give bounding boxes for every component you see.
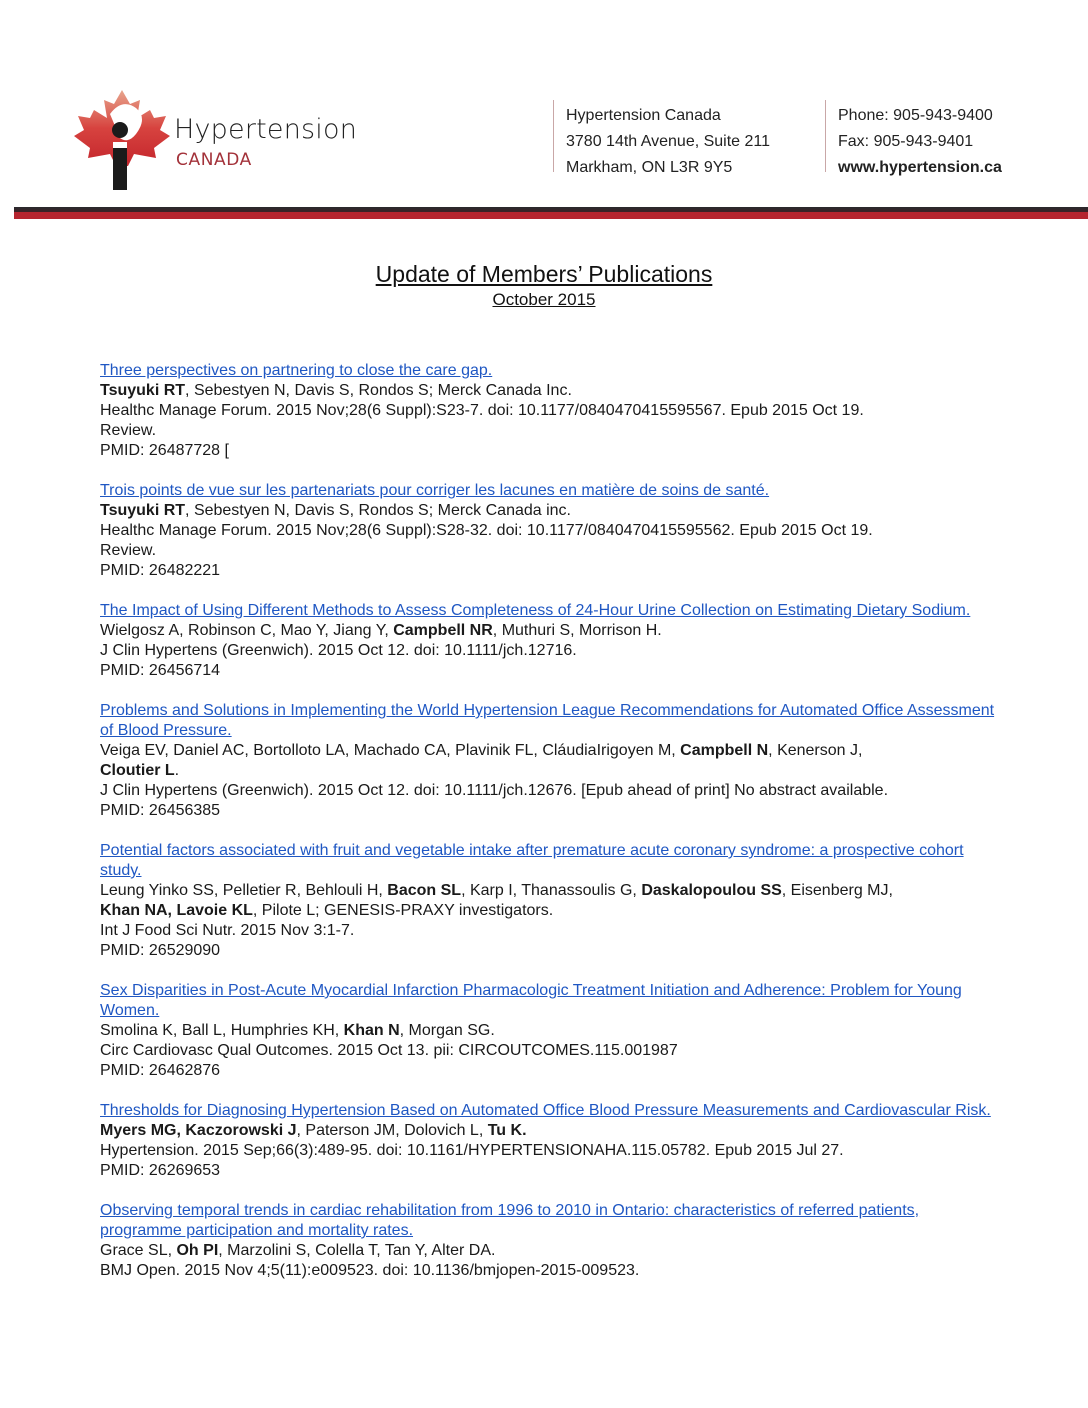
publication-item [100, 981, 1000, 1081]
publication-citation: Int J Food Sci Nutr. 2015 Nov 3:1-7. [100, 922, 355, 939]
author-highlighted: Tu K. [487, 1122, 527, 1139]
address-block [566, 103, 770, 181]
author-list: , Karp I, Thanassoulis G, [461, 882, 642, 899]
contact-phone: Phone: 905-943-9400 [838, 107, 993, 124]
author-list: , Eisenberg MJ, [781, 882, 893, 899]
author-list: . [174, 762, 180, 779]
logo-subword: CANADA [176, 150, 252, 170]
publication-citation: J Clin Hypertens (Greenwich). 2015 Oct 12. doi: 10.1111/jch.12676. [Epub ahead of print] No abstract available. [100, 782, 889, 799]
address-org: Hypertension Canada [566, 107, 721, 124]
page-title: Update of Members’ Publications [375, 261, 713, 287]
author-list: , Kenerson J, [768, 742, 863, 759]
publication-authors [100, 1241, 1000, 1261]
publication-title-link[interactable]: Problems and Solutions in Implementing the World Hypertension League Recommendations for Automated Office Assessment of Blood Pressure. [100, 702, 995, 739]
header-band-red [14, 212, 1088, 219]
publication-authors [100, 501, 1000, 521]
publication-item [100, 841, 1000, 961]
author-list: Leung Yinko SS, Pelletier R, Behlouli H, [100, 882, 388, 899]
publication-pmid: PMID: 26462876 [100, 1062, 221, 1079]
publication-authors [100, 621, 1000, 641]
publication-pmid: PMID: 26269653 [100, 1162, 221, 1179]
publication-citation: Circ Cardiovasc Qual Outcomes. 2015 Oct 13. pii: CIRCOUTCOMES.115.001987 [100, 1042, 678, 1059]
publication-pmid: PMID: 26482221 [100, 562, 221, 579]
document-title-block [0, 260, 1088, 312]
author-highlighted: Cloutier L [100, 762, 175, 779]
publication-title-link[interactable]: Thresholds for Diagnosing Hypertension Based on Automated Office Blood Pressure Measurements and Cardiovascular Risk. [100, 1102, 991, 1119]
author-highlighted: Khan N [343, 1022, 400, 1039]
header-band [14, 207, 1088, 219]
publication-authors [100, 1121, 1000, 1141]
contact-fax: Fax: 905-943-9401 [838, 133, 974, 150]
publication-item [100, 481, 1000, 581]
header-divider [825, 100, 826, 172]
publication-citation: Healthc Manage Forum. 2015 Nov;28(6 Suppl):S28-32. doi: 10.1177/0840470415595562. Epub 2015 Oct 19. [100, 522, 873, 539]
author-list: , Marzolini S, Colella T, Tan Y, Alter DA. [218, 1242, 496, 1259]
author-list: , Morgan SG. [399, 1022, 495, 1039]
maple-leaf-icon [70, 88, 174, 194]
publication-pmid: PMID: 26487728 [ [100, 442, 229, 459]
publication-authors [100, 881, 1000, 921]
publication-citation: BMJ Open. 2015 Nov 4;5(11):e009523. doi: 10.1136/bmjopen-2015-009523. [100, 1262, 640, 1279]
publication-citation: J Clin Hypertens (Greenwich). 2015 Oct 12. doi: 10.1111/jch.12716. [100, 642, 577, 659]
publication-title-link[interactable]: Sex Disparities in Post-Acute Myocardial Infarction Pharmacologic Treatment Initiation and Adherence: Problem for Young Women. [100, 982, 962, 1019]
publication-item [100, 701, 1000, 821]
publication-citation: Healthc Manage Forum. 2015 Nov;28(6 Suppl):S23-7. doi: 10.1177/0840470415595567. Epub 2015 Oct 19. [100, 402, 864, 419]
hypertension-canada-logo [70, 88, 370, 198]
publication-title-link[interactable]: Observing temporal trends in cardiac rehabilitation from 1996 to 2010 in Ontario: characteristics of referred patients, programme participation and mortality rates. [100, 1202, 920, 1239]
publication-pmid: PMID: 26456714 [100, 662, 221, 679]
publication-title-link[interactable]: Potential factors associated with fruit and vegetable intake after premature acute coronary syndrome: a prospective cohort study. [100, 842, 964, 879]
publication-note: Review. [100, 542, 157, 559]
author-highlighted: Bacon SL [387, 882, 462, 899]
publication-authors [100, 741, 1000, 781]
publication-citation: Hypertension. 2015 Sep;66(3):489-95. doi: 10.1161/HYPERTENSIONAHA.115.05782. Epub 2015 Jul 27. [100, 1142, 844, 1159]
publication-title-link[interactable]: The Impact of Using Different Methods to Assess Completeness of 24-Hour Urine Collection on Estimating Dietary Sodium. [100, 602, 971, 619]
publication-item [100, 361, 1000, 461]
header-divider [553, 100, 554, 172]
author-list: , Muthuri S, Morrison H. [492, 622, 662, 639]
author-highlighted: Oh PI [176, 1242, 219, 1259]
logo-wordmark: Hypertension [174, 114, 358, 145]
author-highlighted: Campbell NR [393, 622, 493, 639]
author-list: Veiga EV, Daniel AC, Bortolloto LA, Machado CA, Plavinik FL, CláudiaIrigoyen M, [100, 742, 681, 759]
author-list: , Sebestyen N, Davis S, Rondos S; Merck Canada Inc. [185, 382, 572, 399]
author-highlighted: Daskalopoulou SS [641, 882, 782, 899]
publication-authors [100, 1021, 1000, 1041]
publication-note: Review. [100, 422, 157, 439]
website-link[interactable]: www.hypertension.ca [838, 159, 1002, 176]
publication-authors [100, 381, 1000, 401]
page-subtitle: October 2015 [492, 290, 596, 309]
publication-pmid: PMID: 26529090 [100, 942, 221, 959]
address-city: Markham, ON L3R 9Y5 [566, 159, 733, 176]
contact-block [838, 103, 1002, 181]
publications-list [100, 361, 1000, 1301]
author-highlighted: Khan NA, Lavoie KL [100, 902, 253, 919]
author-list: , Paterson JM, Dolovich L, [296, 1122, 488, 1139]
author-list: Grace SL, [100, 1242, 177, 1259]
publication-item [100, 601, 1000, 681]
author-highlighted: Campbell N [680, 742, 769, 759]
author-list: , Pilote L; GENESIS-PRAXY investigators. [252, 902, 554, 919]
author-list: Wielgosz A, Robinson C, Mao Y, Jiang Y, [100, 622, 394, 639]
publication-item [100, 1101, 1000, 1181]
author-highlighted: Myers MG, Kaczorowski J [100, 1122, 297, 1139]
author-list: , Sebestyen N, Davis S, Rondos S; Merck Canada inc. [185, 502, 571, 519]
author-highlighted: Tsuyuki RT [100, 502, 186, 519]
address-street: 3780 14th Avenue, Suite 211 [566, 133, 771, 150]
author-highlighted: Tsuyuki RT [100, 382, 186, 399]
publication-title-link[interactable]: Three perspectives on partnering to close the care gap. [100, 362, 493, 379]
publication-item [100, 1201, 1000, 1281]
publication-pmid: PMID: 26456385 [100, 802, 221, 819]
author-list: Smolina K, Ball L, Humphries KH, [100, 1022, 344, 1039]
publication-title-link[interactable]: Trois points de vue sur les partenariats pour corriger les lacunes en matière de soins de santé. [100, 482, 770, 499]
